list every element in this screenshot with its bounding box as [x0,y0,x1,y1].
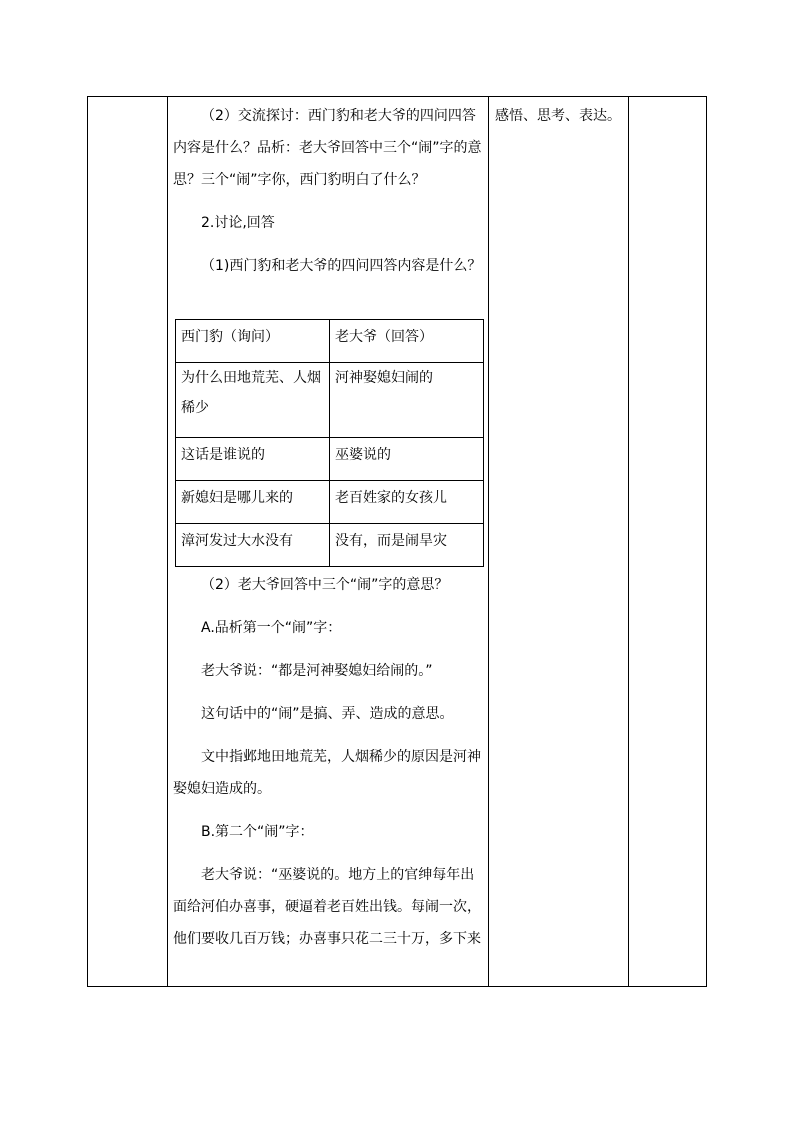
answer-cell: 河神娶媳妇闹的 [330,363,484,438]
teaching-content-cell [168,97,489,987]
qa-header-answerer: 老大爷（回答） [330,320,484,363]
question-2: （2）老大爷回答中三个“闹”字的意思？ [201,577,449,593]
qa-header-asker: 西门豹（询问） [176,320,330,363]
analysis-b-heading: B.第二个“闹”字： [201,824,314,840]
qa-table [175,319,484,567]
explanation-1: 文中指邺地田地荒芜，人烟稀少的原因是河神娶媳妇造成的。 [173,749,481,797]
lesson-plan-table [87,96,707,987]
table-row [176,363,484,438]
stage-cell [88,97,168,987]
question-cell: 漳河发过大水没有 [176,524,330,567]
student-activity-text: 感悟、思考、表达。 [495,108,621,124]
quote-1: 老大爷说：“都是河神娶媳妇给闹的。” [201,663,433,679]
table-row [176,481,484,524]
answer-cell: 没有，而是闹旱灾 [330,524,484,567]
question-cell: 这话是谁说的 [176,438,330,481]
analysis-a-heading: A.品析第一个“闹”字： [201,620,342,636]
meaning-1: 这句话中的“闹”是搞、弄、造成的意思。 [201,706,454,722]
quote-2: 老大爷说：“巫婆说的。地方上的官绅每年出面给河伯办喜事，硬逼着老百姓出钱。每闹一次，他们要收几百万钱；办喜事只花二三十万，多下来 [173,867,481,947]
student-activity-cell [489,97,629,987]
step-heading: 2.讨论,回答 [201,215,275,231]
question-cell: 为什么田地荒芜、人烟稀少 [176,363,330,438]
qa-table-header-row [176,320,484,363]
discussion-question: （2）交流探讨：西门豹和老大爷的四问四答内容是什么？品析：老大爷回答中三个“闹”字的意思？三个“闹”字你，西门豹明白了什么？ [173,108,482,188]
answer-cell: 老百姓家的女孩儿 [330,481,484,524]
notes-cell [629,97,707,987]
answer-cell: 巫婆说的 [330,438,484,481]
question-cell: 新媳妇是哪儿来的 [176,481,330,524]
table-row [176,524,484,567]
question-1: （1)西门豹和老大爷的四问四答内容是什么？ [201,258,482,274]
table-row [176,438,484,481]
